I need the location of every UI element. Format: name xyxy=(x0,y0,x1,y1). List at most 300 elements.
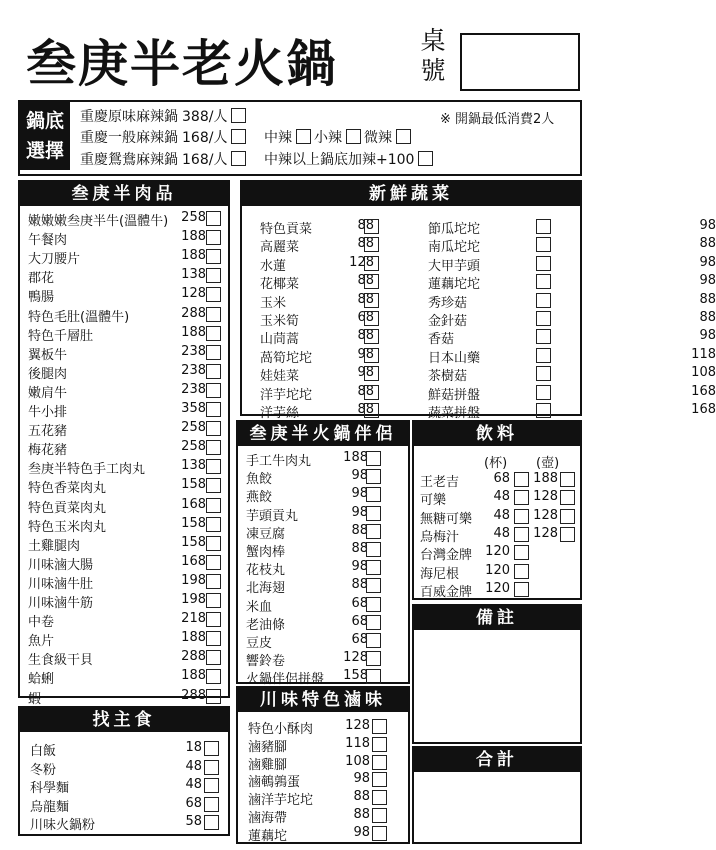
meat-item-price: 128 xyxy=(181,286,206,302)
veg-item-name: 鮮菇拼盤 xyxy=(428,387,481,403)
pot-column-label: (壺) xyxy=(536,456,560,471)
meat-item-checkbox[interactable] xyxy=(206,287,221,302)
veg-item-checkbox[interactable] xyxy=(364,256,379,271)
meat-item xyxy=(28,210,222,229)
partner-item-checkbox[interactable] xyxy=(366,633,381,648)
meat-item-name: 蝦 xyxy=(28,691,42,707)
drink-item-name: 無糖可樂 xyxy=(420,511,473,527)
veg-item-name: 秀珍菇 xyxy=(428,295,468,311)
extra-spice-row xyxy=(264,149,433,169)
veg-item-checkbox[interactable] xyxy=(364,219,379,234)
partner-item xyxy=(246,632,382,651)
meat-item-price: 218 xyxy=(181,611,206,627)
pot-base-checkbox[interactable] xyxy=(231,108,246,123)
braised-item xyxy=(248,735,388,755)
staple-item-checkbox[interactable] xyxy=(204,741,219,756)
braised-item-checkbox[interactable] xyxy=(372,826,387,841)
meat-item xyxy=(28,286,222,306)
partner-item-price: 188 xyxy=(343,450,368,465)
drink-cup-checkbox[interactable] xyxy=(514,582,529,597)
meat-item xyxy=(28,439,222,459)
pot-base-label xyxy=(20,102,70,170)
braised-item xyxy=(248,789,388,809)
drink-cup-checkbox[interactable] xyxy=(514,564,529,579)
veg-item-checkbox[interactable] xyxy=(364,329,379,344)
pot-base-checkbox[interactable] xyxy=(231,151,246,166)
meat-item-price: 238 xyxy=(181,362,206,378)
braised-item xyxy=(248,718,388,737)
veg-item-price: 98 xyxy=(357,346,374,362)
partner-item-price: 128 xyxy=(343,650,368,666)
pot-base-label-line1: 鍋底 xyxy=(25,110,64,132)
meat-item-checkbox[interactable] xyxy=(206,555,221,570)
partner-item-name: 燕餃 xyxy=(246,490,273,506)
meat-item-checkbox[interactable] xyxy=(206,650,221,665)
meat-item-checkbox[interactable] xyxy=(206,421,221,436)
veg-item-name: 水蓮 xyxy=(260,258,287,274)
veg-item-name: 洋芋絲 xyxy=(260,406,300,421)
drink-cup-price: 68 xyxy=(493,471,510,486)
meat-item-price: 168 xyxy=(181,553,206,569)
veg-item-name: 茶樹菇 xyxy=(428,369,468,385)
veg-item-name: 日本山藥 xyxy=(428,350,481,366)
veg-item xyxy=(260,346,380,366)
partner-item-name: 火鍋伴侶拼盤 xyxy=(246,672,325,688)
meat-item xyxy=(28,496,222,516)
drink-cup-price: 120 xyxy=(485,580,510,596)
veg-item xyxy=(260,254,380,274)
pot-base-option-price: 388/人 xyxy=(182,109,228,125)
meat-item-checkbox[interactable] xyxy=(206,517,221,532)
veg-item-checkbox[interactable] xyxy=(536,237,551,252)
pot-base-option-name: 重慶一般麻辣鍋 xyxy=(80,130,178,146)
veg-item-checkbox[interactable] xyxy=(364,385,379,400)
partner-item xyxy=(246,504,382,524)
hotpot-partners-section xyxy=(236,420,410,688)
veg-item-price: 88 xyxy=(357,291,374,307)
braised-item-checkbox[interactable] xyxy=(372,755,387,770)
partner-item-checkbox[interactable] xyxy=(366,451,381,466)
extra-spice-label: 中辣以上鍋底加辣+100 xyxy=(264,152,415,168)
veg-item-name: 金針菇 xyxy=(428,314,468,329)
staples-section-title: 找主食 xyxy=(20,708,228,732)
pot-base-option xyxy=(80,106,246,126)
extra-spice-checkbox[interactable] xyxy=(418,151,433,166)
veg-item-price: 88 xyxy=(699,291,716,307)
braised-item-price: 88 xyxy=(353,789,370,805)
braised-item-checkbox[interactable] xyxy=(372,790,387,805)
meat-item-checkbox[interactable] xyxy=(206,268,221,283)
meat-item xyxy=(28,362,222,382)
veg-item-checkbox[interactable] xyxy=(364,274,379,289)
veg-item-price: 98 xyxy=(357,365,374,381)
partner-item-checkbox[interactable] xyxy=(366,506,381,521)
drink-pot-price: 128 xyxy=(533,507,558,523)
veg-item xyxy=(260,273,380,293)
veg-item-checkbox[interactable] xyxy=(536,385,551,400)
drink-cup-price: 48 xyxy=(493,525,510,541)
meat-item-name: 叁庚半特色手工肉丸 xyxy=(28,462,146,478)
meat-item-checkbox[interactable] xyxy=(206,689,221,704)
veg-item xyxy=(260,365,380,385)
staple-item xyxy=(30,814,220,834)
meat-item xyxy=(28,401,222,420)
meat-item-name: 鴨腸 xyxy=(28,290,55,306)
partner-item-checkbox[interactable] xyxy=(366,615,381,630)
meat-item-checkbox[interactable] xyxy=(206,498,221,513)
veg-item xyxy=(428,218,716,237)
meat-item-checkbox[interactable] xyxy=(206,326,221,341)
partner-item-name: 響鈴卷 xyxy=(246,654,286,670)
meat-item xyxy=(28,668,222,688)
meat-item-price: 168 xyxy=(181,496,206,512)
braised-section xyxy=(236,686,410,844)
veg-item xyxy=(428,273,716,293)
braised-item-name: 滷雞腳 xyxy=(248,757,288,773)
meat-item-name: 嫩嫩嫩叁庚半牛(溫體牛) xyxy=(28,214,169,229)
meat-item xyxy=(28,572,222,592)
meat-item-checkbox[interactable] xyxy=(206,612,221,627)
pot-base-checkbox[interactable] xyxy=(231,129,246,144)
braised-item-checkbox[interactable] xyxy=(372,719,387,734)
drink-pot-checkbox[interactable] xyxy=(560,472,575,487)
partner-item xyxy=(246,450,382,469)
staple-item-checkbox[interactable] xyxy=(204,797,219,812)
drink-item-name: 台灣金牌 xyxy=(420,548,473,564)
meat-section xyxy=(18,180,230,707)
staple-item xyxy=(30,758,220,778)
partner-item-checkbox[interactable] xyxy=(366,469,381,484)
veg-item-name: 山茼蒿 xyxy=(260,332,300,348)
meat-item-checkbox[interactable] xyxy=(206,669,221,684)
veg-item-name: 玉米 xyxy=(260,295,287,311)
veg-item-name: 玉米筍 xyxy=(260,314,300,329)
veg-item-price: 98 xyxy=(699,218,716,233)
meat-item-name: 翼板牛 xyxy=(28,347,68,363)
veg-item xyxy=(260,218,380,237)
meat-item-checkbox[interactable] xyxy=(206,593,221,608)
drink-item xyxy=(420,489,576,509)
notes-title: 備註 xyxy=(414,606,580,630)
veg-item-name: 大甲芋頭 xyxy=(428,258,481,274)
meat-item-name: 川味滷牛肚 xyxy=(28,576,94,592)
drink-pot-checkbox[interactable] xyxy=(560,490,575,505)
meat-item-price: 288 xyxy=(181,305,206,321)
drink-item-name: 可樂 xyxy=(420,493,447,509)
drink-pot-checkbox[interactable] xyxy=(560,509,575,524)
meat-item-name: 魚片 xyxy=(28,634,55,650)
meat-item xyxy=(28,458,222,478)
veg-item-name: 特色貢菜 xyxy=(260,222,313,237)
drink-item xyxy=(420,507,576,527)
partner-item xyxy=(246,486,382,506)
partner-item-name: 米血 xyxy=(246,599,273,615)
veg-item xyxy=(428,236,716,256)
meat-item-price: 138 xyxy=(181,458,206,474)
meat-item-checkbox[interactable] xyxy=(206,345,221,360)
meat-item-checkbox[interactable] xyxy=(206,383,221,398)
drink-cup-checkbox[interactable] xyxy=(514,545,529,560)
veg-item-price: 88 xyxy=(357,328,374,344)
meat-item xyxy=(28,420,222,440)
braised-item xyxy=(248,753,388,773)
braised-item-checkbox[interactable] xyxy=(372,737,387,752)
partner-item-name: 手工牛肉丸 xyxy=(246,454,312,469)
staple-item-price: 18 xyxy=(185,740,202,755)
braised-item xyxy=(248,807,388,826)
meat-item-price: 358 xyxy=(181,401,206,416)
pot-base-option-name: 重慶鴛鴦麻辣鍋 xyxy=(80,152,178,168)
partner-item-checkbox[interactable] xyxy=(366,487,381,502)
meat-item-name: 川味滷大腸 xyxy=(28,557,94,573)
staple-item-checkbox[interactable] xyxy=(204,760,219,775)
table-number-field[interactable] xyxy=(460,33,580,91)
pot-base-option xyxy=(80,149,246,169)
braised-item-name: 蓮藕坨 xyxy=(248,828,288,844)
partner-item-price: 68 xyxy=(351,595,368,611)
meat-item-price: 188 xyxy=(181,229,206,245)
meat-item-checkbox[interactable] xyxy=(206,574,221,589)
veg-item-price: 98 xyxy=(699,273,716,289)
veg-item-name: 花椰菜 xyxy=(260,277,300,293)
drink-item-name: 烏梅汁 xyxy=(420,529,460,545)
veg-item-price: 68 xyxy=(357,310,374,325)
drink-cup-price: 48 xyxy=(493,507,510,523)
drink-cup-checkbox[interactable] xyxy=(514,527,529,542)
partner-item-checkbox[interactable] xyxy=(366,578,381,593)
cup-column-label: (杯) xyxy=(484,456,508,471)
veg-item-checkbox[interactable] xyxy=(536,366,551,381)
partner-item-name: 蟹肉棒 xyxy=(246,545,286,560)
meat-item-checkbox[interactable] xyxy=(206,478,221,493)
spice-level-checkbox[interactable] xyxy=(396,129,411,144)
spice-level-row xyxy=(264,127,411,147)
veg-item-checkbox[interactable] xyxy=(536,311,551,326)
drink-cup-price: 120 xyxy=(485,562,510,578)
veg-item xyxy=(428,383,716,403)
drink-pot-price: 128 xyxy=(533,525,558,541)
minimum-spend-note: ※ 開鍋最低消費2人 xyxy=(440,112,555,127)
braised-item-price: 98 xyxy=(353,824,370,840)
partner-item-checkbox[interactable] xyxy=(366,542,381,557)
notes-section[interactable] xyxy=(412,604,582,744)
veg-item xyxy=(260,383,380,403)
veg-item-checkbox[interactable] xyxy=(536,403,551,418)
veg-item-checkbox[interactable] xyxy=(536,274,551,289)
partner-item xyxy=(246,650,382,670)
meat-item-name: 中卷 xyxy=(28,615,55,631)
partner-item-name: 豆皮 xyxy=(246,636,273,651)
meat-item xyxy=(28,477,222,497)
total-title: 合計 xyxy=(414,748,580,772)
veg-item-price: 88 xyxy=(357,402,374,417)
meat-item-checkbox[interactable] xyxy=(206,440,221,455)
partner-item xyxy=(246,559,382,579)
veg-item-price: 88 xyxy=(699,310,716,325)
veg-item-name: 節瓜坨坨 xyxy=(428,222,481,237)
spice-level-label: 中辣 xyxy=(264,130,292,146)
drink-item xyxy=(420,471,576,490)
partner-item-name: 芋頭貢丸 xyxy=(246,508,299,524)
meat-item xyxy=(28,611,222,631)
hotpot-partners-title: 叁庚半火鍋伴侶 xyxy=(238,422,408,446)
meat-item-checkbox[interactable] xyxy=(206,249,221,264)
meat-item-checkbox[interactable] xyxy=(206,631,221,646)
drink-item xyxy=(420,562,576,582)
drink-cup-checkbox[interactable] xyxy=(514,490,529,505)
partner-item-checkbox[interactable] xyxy=(366,651,381,666)
partner-item-price: 68 xyxy=(351,613,368,629)
braised-item-price: 88 xyxy=(353,807,370,822)
pot-base-option-price: 168/人 xyxy=(182,152,228,168)
drink-pot-checkbox[interactable] xyxy=(560,527,575,542)
meat-item-checkbox[interactable] xyxy=(206,402,221,417)
partner-item-price: 68 xyxy=(351,632,368,647)
meat-item-price: 188 xyxy=(181,668,206,684)
veg-item-checkbox[interactable] xyxy=(364,348,379,363)
veg-item-checkbox[interactable] xyxy=(536,348,551,363)
partner-item-checkbox[interactable] xyxy=(366,597,381,612)
meat-item-price: 188 xyxy=(181,248,206,264)
meat-item-checkbox[interactable] xyxy=(206,307,221,322)
drink-cup-checkbox[interactable] xyxy=(514,509,529,524)
braised-item-name: 滷海帶 xyxy=(248,811,288,826)
braised-item-price: 118 xyxy=(345,735,370,751)
meat-item-price: 258 xyxy=(181,210,206,225)
partner-item-price: 158 xyxy=(343,668,368,684)
veg-item-price: 88 xyxy=(699,236,716,252)
partner-item-name: 老油條 xyxy=(246,617,286,633)
meat-item xyxy=(28,534,222,554)
spice-level-checkbox[interactable] xyxy=(346,129,361,144)
pot-base-label-line2: 選擇 xyxy=(25,140,64,162)
braised-item-price: 108 xyxy=(345,753,370,769)
meat-item xyxy=(28,248,222,268)
partner-item-price: 88 xyxy=(351,522,368,538)
meat-item xyxy=(28,267,222,287)
meat-item-price: 238 xyxy=(181,381,206,397)
partner-item-checkbox[interactable] xyxy=(366,524,381,539)
veg-item-checkbox[interactable] xyxy=(364,403,379,418)
drink-item xyxy=(420,544,576,564)
veg-item-price: 118 xyxy=(691,346,716,362)
partner-item-price: 88 xyxy=(351,577,368,593)
meat-item-checkbox[interactable] xyxy=(206,536,221,551)
meat-item-checkbox[interactable] xyxy=(206,364,221,379)
braised-item-checkbox[interactable] xyxy=(372,772,387,787)
veg-item xyxy=(428,291,716,311)
drink-item xyxy=(420,580,576,600)
partner-item xyxy=(246,668,382,688)
meat-item-price: 198 xyxy=(181,572,206,588)
partner-item xyxy=(246,468,382,488)
veg-item-name: 香菇 xyxy=(428,332,455,348)
braised-item-checkbox[interactable] xyxy=(372,808,387,823)
staple-item-price: 48 xyxy=(185,758,202,774)
meat-item xyxy=(28,305,222,325)
veg-item-name: 蓮藕坨坨 xyxy=(428,277,481,293)
meat-item-name: 特色毛肚(溫體牛) xyxy=(28,309,130,325)
meat-item xyxy=(28,229,222,249)
meat-item-price: 198 xyxy=(181,592,206,607)
meat-item-checkbox[interactable] xyxy=(206,211,221,226)
drink-cup-checkbox[interactable] xyxy=(514,472,529,487)
veg-item-checkbox[interactable] xyxy=(536,329,551,344)
table-number-label: 桌號 xyxy=(420,26,446,85)
partner-item-price: 98 xyxy=(351,559,368,575)
restaurant-title: 叁庚半老火鍋 xyxy=(26,34,338,93)
veg-item-checkbox[interactable] xyxy=(536,293,551,308)
drink-pot-price: 128 xyxy=(533,489,558,505)
meat-item xyxy=(28,649,222,669)
meat-item-price: 158 xyxy=(181,477,206,493)
veg-item-price: 128 xyxy=(349,254,374,270)
veg-item-checkbox[interactable] xyxy=(536,256,551,271)
drink-item-name: 海尼根 xyxy=(420,566,460,582)
meat-item-price: 158 xyxy=(181,515,206,531)
veg-item-checkbox[interactable] xyxy=(364,293,379,308)
veg-item-checkbox[interactable] xyxy=(364,237,379,252)
partner-item-checkbox[interactable] xyxy=(366,560,381,575)
veg-item-price: 108 xyxy=(691,365,716,381)
meat-item xyxy=(28,687,222,707)
staple-item xyxy=(30,740,220,759)
veg-item-checkbox[interactable] xyxy=(536,219,551,234)
partner-item-name: 花枝丸 xyxy=(246,563,286,579)
meat-item-price: 288 xyxy=(181,687,206,703)
veg-item-checkbox[interactable] xyxy=(364,366,379,381)
meat-item-price: 138 xyxy=(181,267,206,283)
veg-item xyxy=(428,346,716,366)
veg-item-price: 168 xyxy=(691,402,716,417)
partner-item xyxy=(246,613,382,633)
braised-item xyxy=(248,771,388,791)
staple-item-price: 48 xyxy=(185,777,202,793)
veg-item xyxy=(260,236,380,256)
meat-item-price: 188 xyxy=(181,630,206,646)
meat-item-name: 大刀腰片 xyxy=(28,252,81,268)
staple-item-price: 58 xyxy=(185,814,202,830)
meat-item-checkbox[interactable] xyxy=(206,230,221,245)
spice-level-label: 微辣 xyxy=(364,130,392,146)
braised-item-name: 滷洋芋坨坨 xyxy=(248,793,314,809)
spice-level-checkbox[interactable] xyxy=(296,129,311,144)
meat-item-name: 嫩肩牛 xyxy=(28,385,68,401)
meat-item-name: 特色貢菜肉丸 xyxy=(28,500,107,516)
braised-item-name: 滷鵪鶉蛋 xyxy=(248,775,301,791)
meat-item-name: 後腿肉 xyxy=(28,366,68,382)
staple-item-checkbox[interactable] xyxy=(204,815,219,830)
staple-item-name: 川味火鍋粉 xyxy=(30,818,96,834)
meat-item xyxy=(28,553,222,573)
veg-item xyxy=(260,291,380,311)
total-section[interactable] xyxy=(412,746,582,844)
partner-item-checkbox[interactable] xyxy=(366,669,381,684)
staple-item-name: 科學麵 xyxy=(30,781,70,797)
meat-item-checkbox[interactable] xyxy=(206,459,221,474)
meat-item xyxy=(28,324,222,344)
veg-item-name: 洋芋坨坨 xyxy=(260,387,313,403)
staple-item-checkbox[interactable] xyxy=(204,778,219,793)
partner-item xyxy=(246,522,382,542)
drink-item-name: 百威金牌 xyxy=(420,584,473,600)
veg-item xyxy=(428,310,716,329)
meat-item-price: 258 xyxy=(181,439,206,455)
staple-item-name: 白飯 xyxy=(30,744,57,759)
veg-item-checkbox[interactable] xyxy=(364,311,379,326)
veg-item-name: 萵筍坨坨 xyxy=(260,350,313,366)
veg-item-price: 88 xyxy=(357,218,374,233)
